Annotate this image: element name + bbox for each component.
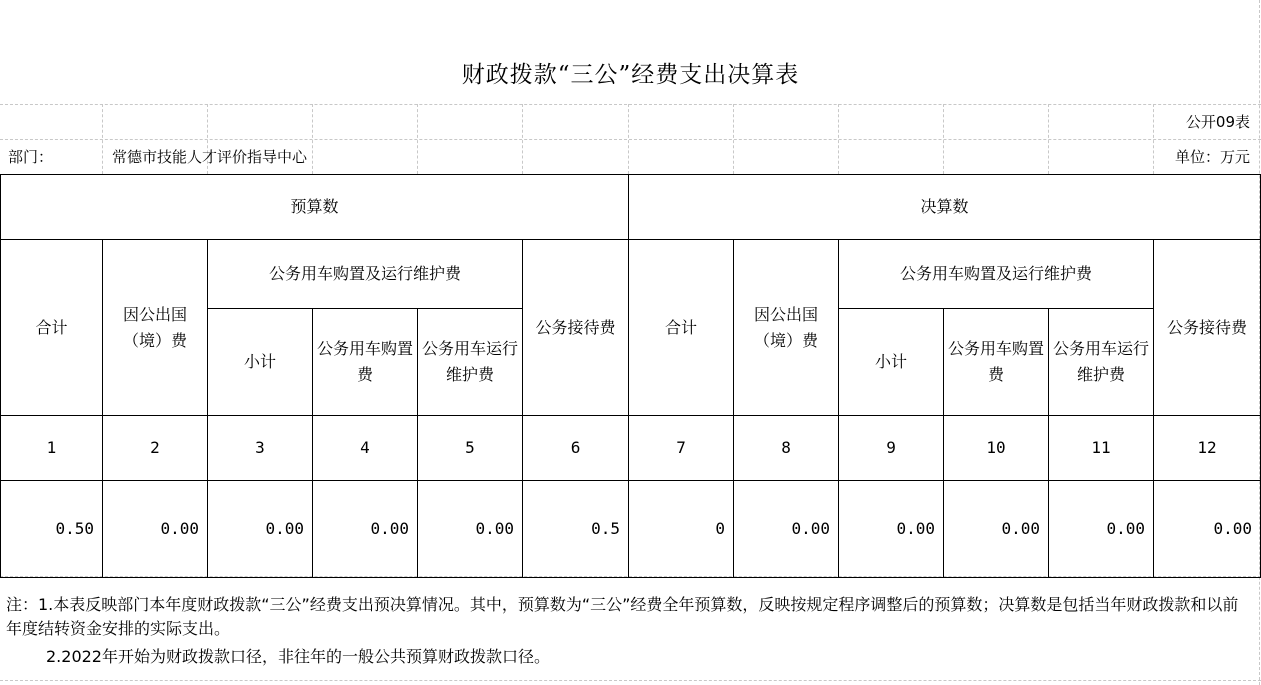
final-abroad-header: 因公出国（境）费: [734, 240, 839, 416]
dept-label: 部门：: [8, 148, 54, 166]
col-number: 9: [839, 416, 944, 481]
value-cell: 0.00: [313, 481, 418, 578]
gridline: [417, 104, 418, 174]
final-total-header: 合计: [629, 240, 734, 416]
gridline: [102, 104, 103, 174]
three-public-expense-table: [0, 174, 1261, 578]
value-row: [1, 481, 1261, 578]
budget-car-group-header: 公务用车购置及运行维护费: [208, 240, 523, 309]
value-cell: 0.00: [1049, 481, 1154, 578]
col-number: 6: [523, 416, 629, 481]
value-cell: 0.00: [208, 481, 313, 578]
gridline: [838, 104, 839, 174]
gridline: [0, 139, 1261, 140]
col-number: 4: [313, 416, 418, 481]
gridline: [522, 104, 523, 174]
value-cell: 0.00: [839, 481, 944, 578]
gridline: [0, 104, 1261, 105]
column-number-row: [1, 416, 1261, 481]
value-cell: 0.5: [523, 481, 629, 578]
value-cell: 0.00: [734, 481, 839, 578]
header-row-2: [1, 240, 1261, 309]
value-cell: 0.50: [1, 481, 103, 578]
budget-total-header: 合计: [1, 240, 103, 416]
gridline: [1048, 104, 1049, 174]
page-title: 财政拨款“三公”经费支出决算表: [461, 62, 800, 88]
col-number: 8: [734, 416, 839, 481]
col-number: 1: [1, 416, 103, 481]
unit-label: 单位：万元: [1174, 148, 1250, 166]
budget-car-purchase-header: 公务用车购置费: [313, 309, 418, 416]
value-cell: 0.00: [418, 481, 523, 578]
gridline: [312, 104, 313, 174]
final-car-maint-header: 公务用车运行维护费: [1049, 309, 1154, 416]
budget-reception-header: 公务接待费: [523, 240, 629, 416]
dept-name: 常德市技能人才评价指导中心: [112, 148, 308, 166]
final-reception-header: 公务接待费: [1154, 240, 1261, 416]
form-number: 公开09表: [1185, 113, 1250, 131]
col-number: 12: [1154, 416, 1261, 481]
col-number: 3: [208, 416, 313, 481]
header-row-1: [1, 175, 1261, 240]
note-line-2: 2.2022年开始为财政拨款口径，非往年的一般公共预算财政拨款口径。: [46, 647, 550, 666]
budget-abroad-header: 因公出国（境）费: [103, 240, 208, 416]
budget-car-maint-header: 公务用车运行维护费: [418, 309, 523, 416]
final-subtotal-header: 小计: [839, 309, 944, 416]
col-number: 11: [1049, 416, 1154, 481]
value-cell: 0: [629, 481, 734, 578]
budget-header: 预算数: [1, 175, 629, 240]
final-car-group-header: 公务用车购置及运行维护费: [839, 240, 1154, 309]
value-cell: 0.00: [1154, 481, 1261, 578]
col-number: 5: [418, 416, 523, 481]
col-number: 10: [944, 416, 1049, 481]
gridline: [943, 104, 944, 174]
final-header: 决算数: [629, 175, 1261, 240]
budget-subtotal-header: 小计: [208, 309, 313, 416]
gridline: [0, 680, 1261, 681]
final-car-purchase-header: 公务用车购置费: [944, 309, 1049, 416]
gridline: [1153, 104, 1154, 174]
value-cell: 0.00: [944, 481, 1049, 578]
value-cell: 0.00: [103, 481, 208, 578]
gridline: [628, 104, 629, 174]
col-number: 7: [629, 416, 734, 481]
note-line-1: 注：1.本表反映部门本年度财政拨款“三公”经费支出预决算情况。其中，预算数为“三公”经费全年预算数，反映按规定程序调整后的预算数；决算数是包括当年财政拨款和以前年度结转资金安排的实际支出。: [6, 595, 1239, 638]
gridline: [733, 104, 734, 174]
col-number: 2: [103, 416, 208, 481]
